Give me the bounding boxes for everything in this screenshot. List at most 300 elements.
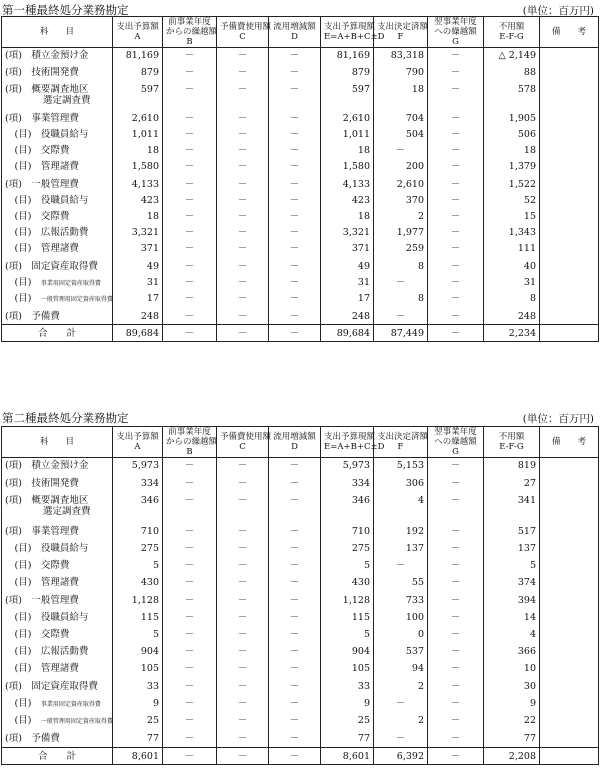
table-row — [2, 193, 599, 209]
cell-reserve-c: － — [217, 259, 269, 275]
cell-current-e: 18 — [321, 209, 374, 225]
cell-remarks — [540, 696, 599, 713]
cell-current-e: 423 — [321, 193, 374, 209]
table-row — [2, 159, 599, 177]
cell-budget-a: 1,128 — [113, 593, 163, 610]
cell-transfer-d: － — [269, 696, 321, 713]
account-label-text: (目) 交際費 — [5, 628, 70, 640]
column-header-line: 予備費使用額 — [220, 22, 272, 32]
cell-spent-f: 192 — [374, 524, 428, 541]
account-label-text: (項) 固定資産取得費 — [5, 680, 98, 692]
cell-unused: △ 2,149 — [484, 48, 540, 65]
cell-transfer-d: － — [269, 111, 321, 127]
cell-current-e: 430 — [321, 575, 374, 593]
account-label-text: (目) 交際費 — [5, 210, 70, 222]
table-row — [2, 111, 599, 127]
table-row — [2, 291, 599, 309]
cell-unused: 52 — [484, 193, 540, 209]
cell-remarks — [540, 476, 599, 493]
account-label-text: (項) 一般管理費 — [5, 594, 79, 606]
account-label — [2, 541, 113, 558]
cell-budget-a: 31 — [113, 275, 163, 291]
cell-carryover-b: － — [163, 111, 217, 127]
cell-current-e: 5,973 — [321, 458, 374, 476]
cell-unused: 111 — [484, 241, 540, 259]
account-label-text: (目) 管理諸費 — [5, 242, 79, 254]
cell-unused: 77 — [484, 731, 540, 748]
cell-reserve-c: － — [217, 610, 269, 627]
cell-transfer-d: － — [269, 275, 321, 291]
cell-remarks — [540, 65, 599, 82]
account-label-text: (目) 役職員給与 — [5, 194, 89, 206]
cell-next-g: － — [428, 209, 484, 225]
cell-budget-a: 346 — [113, 493, 163, 524]
total-reserve-c: － — [217, 748, 269, 765]
cell-spent-f: 259 — [374, 241, 428, 259]
cell-current-e: 710 — [321, 524, 374, 541]
column-header-reserve-c — [217, 17, 272, 48]
cell-remarks — [540, 159, 599, 177]
account-label — [2, 309, 113, 325]
cell-budget-a: 49 — [113, 259, 163, 275]
account-label-text: (目) 事業用固定資産取得費 — [5, 697, 101, 709]
cell-carryover-b: － — [163, 275, 217, 291]
cell-remarks — [540, 558, 599, 575]
column-header-transfer-d — [269, 427, 321, 458]
cell-unused: 4 — [484, 627, 540, 644]
cell-remarks — [540, 458, 599, 476]
account-label — [2, 644, 113, 661]
column-header-line: 科 目 — [39, 437, 74, 447]
total-label: 合 計 — [2, 325, 113, 342]
cell-next-g: － — [428, 627, 484, 644]
cell-budget-a: 18 — [113, 143, 163, 159]
account-label-text: (目) 事業用固定資産取得費 — [5, 276, 101, 288]
total-unused: 2,234 — [484, 325, 540, 342]
cell-next-g: － — [428, 661, 484, 679]
cell-spent-f: 94 — [374, 661, 428, 679]
account-label — [2, 259, 113, 275]
table-row — [2, 241, 599, 259]
section-title: 第一種最終処分業務勘定 — [2, 3, 129, 17]
cell-carryover-b: － — [163, 65, 217, 82]
cell-current-e: 81,169 — [321, 48, 374, 65]
account-label-text: (目) 広報活動費 — [5, 226, 89, 238]
cell-remarks — [540, 661, 599, 679]
cell-next-g: － — [428, 275, 484, 291]
account-label-text: (項) 積立金預け金 — [5, 460, 89, 471]
total-label: 合 計 — [2, 748, 113, 765]
cell-transfer-d: － — [269, 679, 321, 696]
cell-budget-a: 2,610 — [113, 111, 163, 127]
cell-carryover-b: － — [163, 291, 217, 309]
cell-next-g: － — [428, 159, 484, 177]
cell-transfer-d: － — [269, 143, 321, 159]
account-label — [2, 458, 113, 476]
cell-current-e: 1,128 — [321, 593, 374, 610]
cell-spent-f: 8 — [374, 259, 428, 275]
account-label-text: (項) 積立金預け金 — [5, 50, 89, 61]
cell-current-e: 5 — [321, 558, 374, 575]
cell-current-e: 346 — [321, 493, 374, 524]
cell-reserve-c: － — [217, 193, 269, 209]
cell-reserve-c: － — [217, 209, 269, 225]
account-label — [2, 661, 113, 679]
account-label — [2, 696, 113, 713]
cell-reserve-c: － — [217, 291, 269, 309]
account-label — [2, 558, 113, 575]
table-row — [2, 558, 599, 575]
column-header-carryover-b — [163, 427, 217, 458]
cell-budget-a: 18 — [113, 209, 163, 225]
cell-unused: 5 — [484, 558, 540, 575]
cell-reserve-c: － — [217, 679, 269, 696]
total-spent-f: 87,449 — [374, 325, 428, 342]
column-header-line: 流用増減額 — [273, 432, 316, 442]
cell-remarks — [540, 275, 599, 291]
column-header-reserve-c — [217, 427, 272, 458]
cell-spent-f: 2 — [374, 209, 428, 225]
cell-next-g: － — [428, 713, 484, 731]
total-carryover-b: － — [163, 325, 217, 342]
cell-transfer-d: － — [269, 610, 321, 627]
cell-next-g: － — [428, 82, 484, 111]
cell-transfer-d: － — [269, 575, 321, 593]
cell-next-g: － — [428, 458, 484, 476]
cell-remarks — [540, 309, 599, 325]
table-row — [2, 65, 599, 82]
unit-label: (単位：百万円) — [522, 5, 594, 17]
account-label-text: 選定調査費 — [5, 505, 91, 517]
column-header-line: D — [291, 442, 298, 452]
cell-spent-f: － — [374, 275, 428, 291]
column-header-line: G — [452, 447, 459, 457]
cell-budget-a: 17 — [113, 291, 163, 309]
cell-unused: 31 — [484, 275, 540, 291]
account-label-text: (目) 役職員給与 — [5, 611, 89, 623]
cell-carryover-b: － — [163, 627, 217, 644]
cell-budget-a: 25 — [113, 713, 163, 731]
cell-transfer-d: － — [269, 644, 321, 661]
cell-transfer-d: － — [269, 593, 321, 610]
cell-remarks — [540, 209, 599, 225]
column-header-line: F — [397, 32, 404, 42]
cell-budget-a: 334 — [113, 476, 163, 493]
cell-spent-f: － — [374, 558, 428, 575]
table-row — [2, 696, 599, 713]
cell-remarks — [540, 731, 599, 748]
cell-next-g: － — [428, 476, 484, 493]
cell-spent-f: 137 — [374, 541, 428, 558]
table-row — [2, 177, 599, 193]
cell-budget-a: 904 — [113, 644, 163, 661]
cell-remarks — [540, 541, 599, 558]
table-row — [2, 127, 599, 143]
account-label-small: 一般管理用固定資産取得費 — [40, 717, 113, 725]
account-label-text: (目) 管理諸費 — [5, 662, 79, 674]
cell-spent-f: 1,977 — [374, 225, 428, 241]
cell-reserve-c: － — [217, 731, 269, 748]
table-row — [2, 259, 599, 275]
cell-spent-f: 2 — [374, 713, 428, 731]
account-label — [2, 225, 113, 241]
column-header-line: 支出予算額 — [116, 22, 159, 32]
cell-reserve-c: － — [217, 558, 269, 575]
cell-unused: 248 — [484, 309, 540, 325]
cell-current-e: 49 — [321, 259, 374, 275]
account-label-text: (項) 技術開発費 — [5, 66, 79, 78]
table-row — [2, 644, 599, 661]
table-row — [2, 476, 599, 493]
cell-spent-f: 704 — [374, 111, 428, 127]
cell-carryover-b: － — [163, 593, 217, 610]
column-header-remarks — [540, 427, 599, 458]
cell-next-g: － — [428, 541, 484, 558]
cell-budget-a: 9 — [113, 696, 163, 713]
account-label-text: (項) 概要調査地区 — [5, 494, 89, 506]
cell-transfer-d: － — [269, 309, 321, 325]
cell-remarks — [540, 524, 599, 541]
cell-transfer-d: － — [269, 661, 321, 679]
cell-next-g: － — [428, 610, 484, 627]
cell-budget-a: 423 — [113, 193, 163, 209]
cell-current-e: 105 — [321, 661, 374, 679]
cell-current-e: 248 — [321, 309, 374, 325]
cell-unused: 8 — [484, 291, 540, 309]
total-next-g: － — [428, 325, 484, 342]
column-header-line: 科 目 — [39, 27, 74, 37]
account-label — [2, 627, 113, 644]
column-header-line: B — [186, 37, 193, 47]
column-header-current-e — [321, 427, 385, 458]
cell-carryover-b: － — [163, 225, 217, 241]
column-header-line: 翌事業年度 — [434, 17, 477, 27]
account-label-text: (目) 広報活動費 — [5, 645, 89, 657]
account-label — [2, 476, 113, 493]
cell-carryover-b: － — [163, 713, 217, 731]
account-label-text: (目) 一般管理用固定資産取得費 — [5, 714, 113, 726]
cell-budget-a: 275 — [113, 541, 163, 558]
total-row — [2, 325, 599, 342]
column-header-line: 支出予算現額 — [324, 432, 376, 442]
table-row — [2, 209, 599, 225]
cell-budget-a: 879 — [113, 65, 163, 82]
cell-budget-a: 371 — [113, 241, 163, 259]
cell-carryover-b: － — [163, 143, 217, 159]
cell-spent-f: 2 — [374, 679, 428, 696]
table-row — [2, 661, 599, 679]
cell-remarks — [540, 111, 599, 127]
account-label — [2, 493, 113, 524]
cell-transfer-d: － — [269, 541, 321, 558]
cell-remarks — [540, 593, 599, 610]
cell-current-e: 115 — [321, 610, 374, 627]
account-label — [2, 241, 113, 259]
cell-current-e: 597 — [321, 82, 374, 111]
cell-budget-a: 4,133 — [113, 177, 163, 193]
table-row — [2, 225, 599, 241]
cell-remarks — [540, 225, 599, 241]
cell-remarks — [540, 48, 599, 65]
cell-current-e: 5 — [321, 627, 374, 644]
column-header-line: 前事業年度 — [168, 17, 211, 27]
total-row — [2, 748, 599, 765]
cell-remarks — [540, 627, 599, 644]
table-row — [2, 493, 599, 524]
account-label-text: (項) 一般管理費 — [5, 178, 79, 190]
account-label — [2, 275, 113, 291]
cell-next-g: － — [428, 259, 484, 275]
cell-transfer-d: － — [269, 225, 321, 241]
cell-unused: 578 — [484, 82, 540, 111]
cell-next-g: － — [428, 143, 484, 159]
table-row — [2, 541, 599, 558]
column-header-line: F — [397, 442, 404, 452]
cell-budget-a: 5 — [113, 627, 163, 644]
account-label — [2, 575, 113, 593]
cell-spent-f: 4 — [374, 493, 428, 524]
column-header-line: 支出決定済額 — [377, 22, 429, 32]
cell-transfer-d: － — [269, 82, 321, 111]
cell-budget-a: 3,321 — [113, 225, 163, 241]
column-header-current-e — [321, 17, 385, 48]
account-label-text: (目) 管理諸費 — [5, 160, 79, 172]
cell-current-e: 371 — [321, 241, 374, 259]
column-header-next-g — [428, 427, 484, 458]
cell-next-g: － — [428, 593, 484, 610]
account-label — [2, 65, 113, 82]
cell-unused: 9 — [484, 696, 540, 713]
account-label-text: (項) 概要調査地区 — [5, 83, 89, 95]
column-header-budget-a — [113, 427, 163, 458]
cell-current-e: 33 — [321, 679, 374, 696]
cell-carryover-b: － — [163, 159, 217, 177]
cell-unused: 10 — [484, 661, 540, 679]
cell-unused: 40 — [484, 259, 540, 275]
cell-carryover-b: － — [163, 575, 217, 593]
cell-transfer-d: － — [269, 193, 321, 209]
cell-carryover-b: － — [163, 661, 217, 679]
cell-spent-f: 306 — [374, 476, 428, 493]
cell-transfer-d: － — [269, 48, 321, 65]
cell-unused: 374 — [484, 575, 540, 593]
account-label-text: (目) 役職員給与 — [5, 128, 89, 140]
account-label-text: (目) 一般管理用固定資産取得費 — [5, 292, 113, 304]
cell-current-e: 334 — [321, 476, 374, 493]
cell-reserve-c: － — [217, 127, 269, 143]
column-header-line: B — [186, 447, 193, 457]
account-label — [2, 713, 113, 731]
cell-transfer-d: － — [269, 65, 321, 82]
table-row — [2, 713, 599, 731]
cell-current-e: 9 — [321, 696, 374, 713]
cell-reserve-c: － — [217, 593, 269, 610]
cell-remarks — [540, 679, 599, 696]
table-row — [2, 610, 599, 627]
account-label — [2, 159, 113, 177]
column-header-line: C — [239, 32, 246, 42]
cell-budget-a: 430 — [113, 575, 163, 593]
cell-transfer-d: － — [269, 558, 321, 575]
cell-next-g: － — [428, 679, 484, 696]
cell-transfer-d: － — [269, 209, 321, 225]
cell-reserve-c: － — [217, 541, 269, 558]
cell-current-e: 2,610 — [321, 111, 374, 127]
cell-unused: 366 — [484, 644, 540, 661]
total-transfer-d: － — [269, 748, 321, 765]
cell-current-e: 31 — [321, 275, 374, 291]
table-row — [2, 275, 599, 291]
cell-unused: 27 — [484, 476, 540, 493]
account-label — [2, 524, 113, 541]
cell-reserve-c: － — [217, 48, 269, 65]
cell-reserve-c: － — [217, 309, 269, 325]
cell-spent-f: 0 — [374, 627, 428, 644]
column-header-budget-a — [113, 17, 163, 48]
cell-spent-f: 370 — [374, 193, 428, 209]
cell-carryover-b: － — [163, 48, 217, 65]
table-row — [2, 82, 599, 111]
cell-unused: 394 — [484, 593, 540, 610]
table-row — [2, 627, 599, 644]
account-label-text: (目) 交際費 — [5, 144, 70, 156]
cell-unused: 15 — [484, 209, 540, 225]
account-label — [2, 610, 113, 627]
cell-remarks — [540, 177, 599, 193]
column-header-line: C — [239, 442, 246, 452]
column-header-label — [2, 427, 113, 458]
cell-transfer-d: － — [269, 627, 321, 644]
cell-spent-f: 200 — [374, 159, 428, 177]
account-label-text: (項) 固定資産取得費 — [5, 260, 98, 272]
cell-unused: 30 — [484, 679, 540, 696]
cell-remarks — [540, 610, 599, 627]
column-header-next-g — [428, 17, 484, 48]
column-header-carryover-b — [163, 17, 217, 48]
total-current-e: 8,601 — [321, 748, 374, 765]
column-header-line: 備 考 — [551, 27, 586, 37]
column-header-line: E-F-G — [499, 442, 524, 452]
cell-reserve-c: － — [217, 241, 269, 259]
column-header-line: A — [134, 442, 141, 452]
cell-reserve-c: － — [217, 575, 269, 593]
cell-spent-f: 18 — [374, 82, 428, 111]
total-remarks — [540, 748, 599, 765]
column-header-line: 支出予算額 — [116, 432, 159, 442]
cell-carryover-b: － — [163, 209, 217, 225]
cell-unused: 1,379 — [484, 159, 540, 177]
cell-reserve-c: － — [217, 713, 269, 731]
cell-reserve-c: － — [217, 177, 269, 193]
cell-spent-f: 790 — [374, 65, 428, 82]
cell-reserve-c: － — [217, 476, 269, 493]
column-header-line: G — [452, 37, 459, 47]
column-header-line: からの繰越額 — [166, 27, 218, 37]
account-label — [2, 143, 113, 159]
cell-spent-f: 537 — [374, 644, 428, 661]
appropriation-table — [1, 16, 599, 342]
cell-current-e: 1,011 — [321, 127, 374, 143]
cell-carryover-b: － — [163, 259, 217, 275]
total-budget-a: 89,684 — [113, 325, 163, 342]
cell-reserve-c: － — [217, 458, 269, 476]
cell-reserve-c: － — [217, 275, 269, 291]
header-row — [2, 17, 599, 48]
cell-next-g: － — [428, 696, 484, 713]
cell-next-g: － — [428, 558, 484, 575]
cell-remarks — [540, 644, 599, 661]
cell-remarks — [540, 259, 599, 275]
